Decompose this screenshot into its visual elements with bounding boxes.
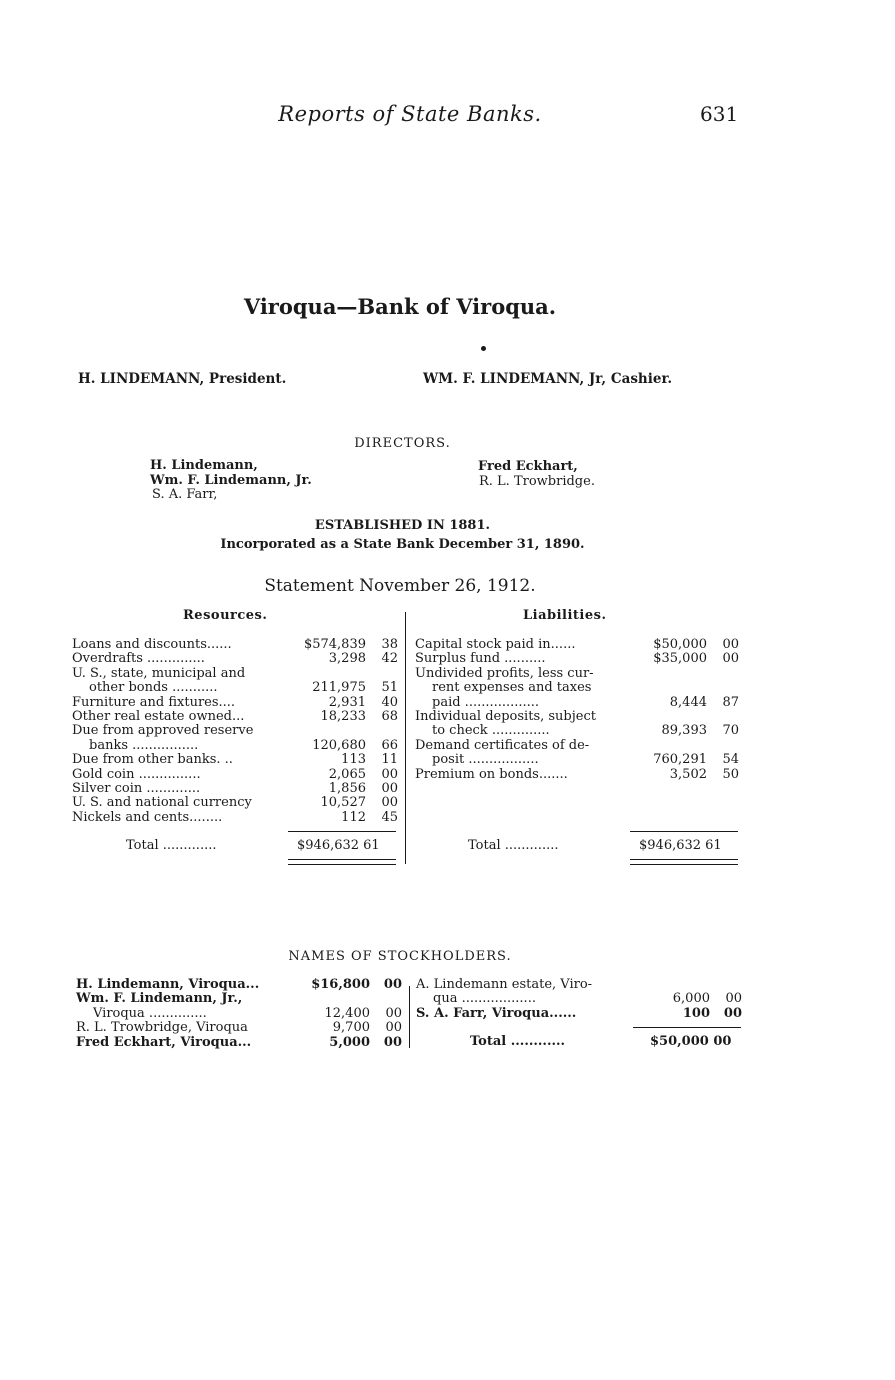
resources-double-rule: [288, 859, 396, 865]
resource-row: Loans and discounts...... $574,839 38: [72, 637, 398, 652]
stockholders-total-amount: $50,000 00: [650, 1034, 732, 1049]
directors-heading: DIRECTORS.: [354, 436, 451, 451]
resource-row: Nickels and cents........ 112 45: [72, 809, 398, 825]
liability-row: Undivided profits, less cur-: [415, 665, 594, 681]
page-number: 631: [700, 102, 739, 126]
liability-row: to check .............. 89,393 70: [432, 723, 739, 739]
stockholder-row: Fred Eckhart, Viroqua... 5,000 00: [76, 1034, 402, 1050]
liabilities-table: [415, 638, 739, 782]
stockholders-right-table: [416, 978, 742, 1021]
president: H. LINDEMANN, President.: [78, 371, 287, 387]
resources-heading: Resources.: [183, 608, 268, 623]
stockholder-row: S. A. Farr, Viroqua...... 100 00: [416, 1005, 742, 1021]
director-left-2: Wm. F. Lindemann, Jr.: [150, 473, 312, 488]
liability-row: Surplus fund .......... $35,000 00: [415, 651, 739, 667]
stray-dot: [481, 346, 486, 351]
liability-row: posit ................. 760,291 54: [432, 752, 739, 768]
liabilities-double-rule: [630, 859, 738, 865]
stockholders-heading: NAMES OF STOCKHOLDERS.: [288, 949, 512, 964]
stockholder-row: qua .................. 6,000 00: [433, 991, 742, 1007]
resource-row: Gold coin ............... 2,065 00: [72, 766, 398, 782]
resource-row: Furniture and fixtures.... 2,931 40: [72, 694, 398, 710]
stockholders-total-rule: [633, 1027, 741, 1028]
stockholder-row: H. Lindemann, Viroqua... $16,800 00: [76, 977, 402, 992]
director-right-2: R. L. Trowbridge.: [479, 474, 595, 489]
running-head: [0, 102, 895, 132]
resources-total-rule: [288, 831, 396, 832]
director-right-1: Fred Eckhart,: [478, 459, 578, 474]
running-head-title: Reports of State Banks.: [278, 102, 542, 126]
stockholders-total-label: Total ............: [470, 1034, 566, 1049]
liabilities-total-amount: $946,632 61: [639, 838, 722, 853]
director-left-3: S. A. Farr,: [152, 487, 218, 502]
liabilities-total-label: Total .............: [468, 838, 559, 853]
incorporated-line: Incorporated as a State Bank December 31, 1890.: [220, 537, 585, 552]
stockholder-row: Viroqua .............. 12,400 00: [93, 1005, 402, 1021]
liabilities-heading: Liabilities.: [523, 608, 607, 623]
liabilities-total-rule: [630, 831, 738, 832]
stockholders-divider: [409, 986, 410, 1048]
director-left-1: H. Lindemann,: [150, 458, 258, 473]
resources-table: [72, 638, 398, 825]
resource-row: Silver coin ............. 1,856 00: [72, 780, 398, 796]
stockholder-row: R. L. Trowbridge, Viroqua 9,700 00: [76, 1020, 402, 1036]
resource-row: Due from approved reserve: [72, 723, 254, 739]
resource-row: other bonds ........... 211,975 51: [89, 680, 398, 696]
liability-row: rent expenses and taxes: [432, 680, 592, 696]
liability-row: Demand certificates of de-: [415, 737, 590, 753]
resources-total-amount: $946,632 61: [297, 838, 380, 853]
liability-row: Capital stock paid in...... $50,000 00: [415, 637, 739, 652]
stockholders-left-table: [76, 978, 402, 1050]
resources-total-label: Total .............: [126, 838, 217, 853]
liability-row: paid .................. 8,444 87: [432, 694, 739, 710]
resource-row: U. S. and national currency 10,527 00: [72, 795, 398, 811]
resource-row: Other real estate owned... 18,233 68: [72, 708, 398, 724]
cashier: WM. F. LINDEMANN, Jr, Cashier.: [423, 371, 673, 387]
resource-row: Due from other banks. .. 113 11: [72, 752, 398, 768]
established-line: ESTABLISHED IN 1881.: [314, 518, 491, 533]
stockholder-row: A. Lindemann estate, Viro-: [416, 977, 593, 992]
resource-row: Overdrafts .............. 3,298 42: [72, 651, 398, 667]
statement-heading: Statement November 26, 1912.: [264, 576, 536, 596]
stockholder-row: Wm. F. Lindemann, Jr.,: [76, 991, 243, 1007]
resource-row: U. S., state, municipal and: [72, 665, 246, 681]
liability-row: Premium on bonds....... 3,502 50: [415, 766, 739, 782]
liability-row: Individual deposits, subject: [415, 708, 596, 724]
column-divider: [405, 612, 406, 864]
resource-row: banks ................ 120,680 66: [89, 737, 398, 753]
bank-title: Viroqua—Bank of Viroqua.: [243, 294, 557, 319]
